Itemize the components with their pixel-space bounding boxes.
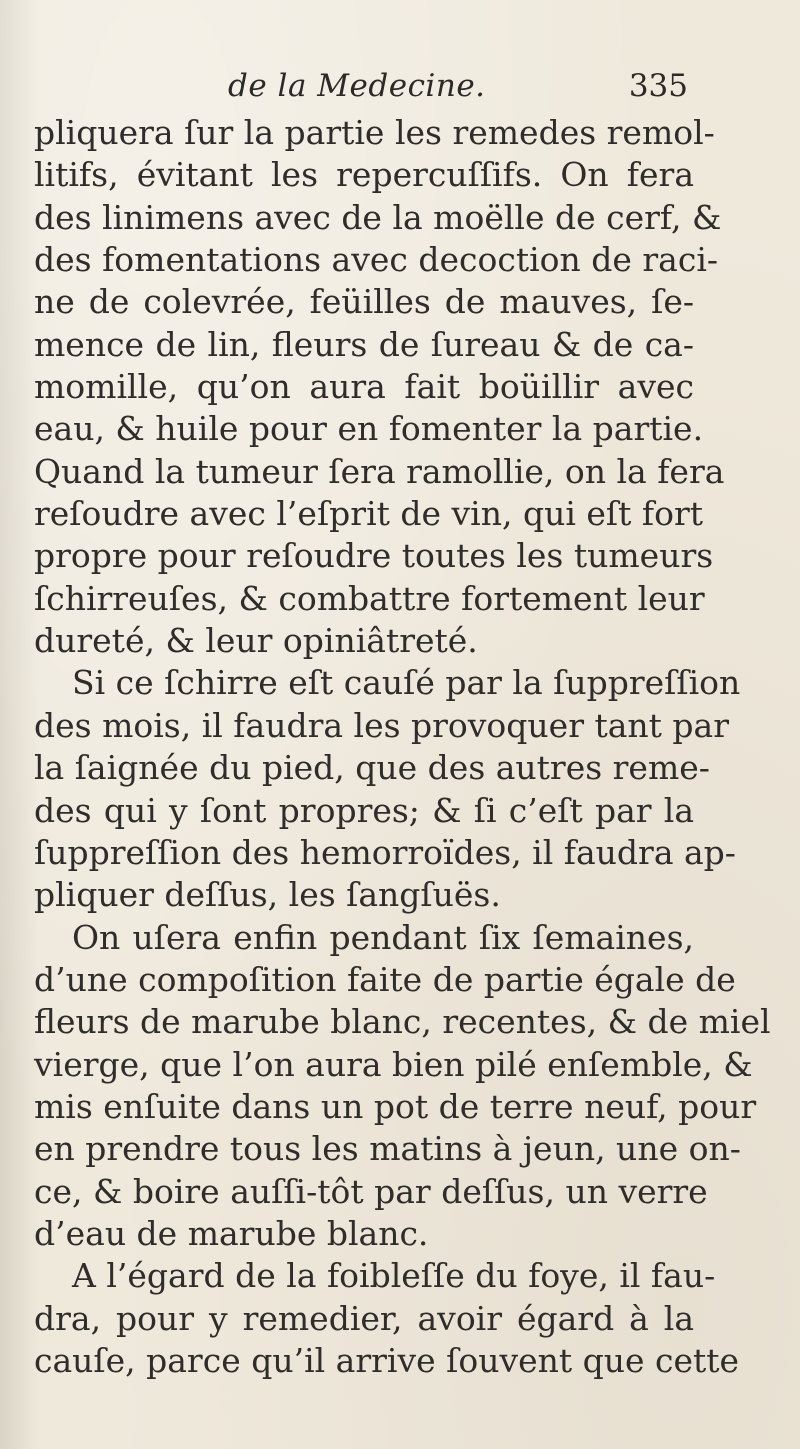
text-line: vierge, que l’on aura bien pilé enſemble, &	[34, 1044, 753, 1084]
text-line: reſoudre avec l’eſprit de vin, qui eſt fort	[34, 494, 703, 534]
text-line-paragraph-end: dureté, & leur opiniâtreté.	[34, 621, 478, 661]
text-line: ce, & boire auſſi-tôt par deſſus, un verre	[34, 1171, 708, 1211]
text-line: des qui y ſont propres; & ſi c’eſt par la	[34, 790, 694, 830]
text-line-paragraph-end: d’eau de marube blanc.	[34, 1213, 429, 1253]
text-line: d’une compoſition faite de partie égale de	[34, 959, 736, 999]
text-line: ſchirreuſes, & combattre fortement leur	[34, 578, 705, 618]
text-line-paragraph-start: On uſera enfin pendant ſix ſemaines,	[72, 917, 694, 957]
text-line: mis enſuite dans un pot de terre neuf, pour	[34, 1086, 757, 1126]
text-line: litifs, évitant les repercuſſifs. On fera	[34, 155, 694, 195]
text-line: propre pour reſoudre toutes les tumeurs	[34, 536, 714, 576]
body-text	[34, 112, 771, 1382]
text-line: mence de lin, fleurs de ſureau & de ca-	[34, 324, 694, 364]
text-line: ſuppreſſion des hemorroïdes, il faudra ap-	[34, 832, 736, 872]
text-line: eau, & huile pour en fomenter la partie.	[34, 409, 704, 449]
text-line: Quand la tumeur ſera ramollie, on la fera	[34, 451, 725, 491]
text-line: momille, qu’on aura fait boüillir avec	[34, 367, 694, 407]
text-line: des mois, il faudra les provoquer tant par	[34, 705, 729, 745]
text-line-paragraph-end: pliquer deſſus, les ſangſuës.	[34, 875, 501, 915]
text-line: ne de colevrée, feüilles de mauves, ſe-	[34, 282, 694, 322]
text-line: dra, pour y remedier, avoir égard à la	[34, 1298, 694, 1338]
text-line: la ſaignée du pied, que des autres reme-	[34, 748, 710, 788]
text-line-paragraph-start: A l’égard de la foibleſſe du foye, il fau-	[72, 1256, 716, 1296]
text-line-paragraph-start: Si ce ſchirre eſt cauſé par la ſuppreſſion	[72, 663, 741, 703]
text-line: cauſe, parce qu’il arrive ſouvent que cette	[34, 1340, 740, 1380]
page-header	[228, 68, 688, 108]
text-line: en prendre tous les matins à jeun, une on-	[34, 1129, 741, 1169]
text-line: pliquera ſur la partie les remedes remol-	[34, 113, 715, 152]
page-number: 335	[628, 68, 688, 104]
text-line: des fomentations avec decoction de raci-	[34, 240, 719, 280]
running-title: de la Medecine.	[228, 68, 486, 104]
text-line: fleurs de marube blanc, recentes, & de miel	[34, 1002, 771, 1042]
text-line: des linimens avec de la moëlle de cerf, &	[34, 197, 722, 237]
